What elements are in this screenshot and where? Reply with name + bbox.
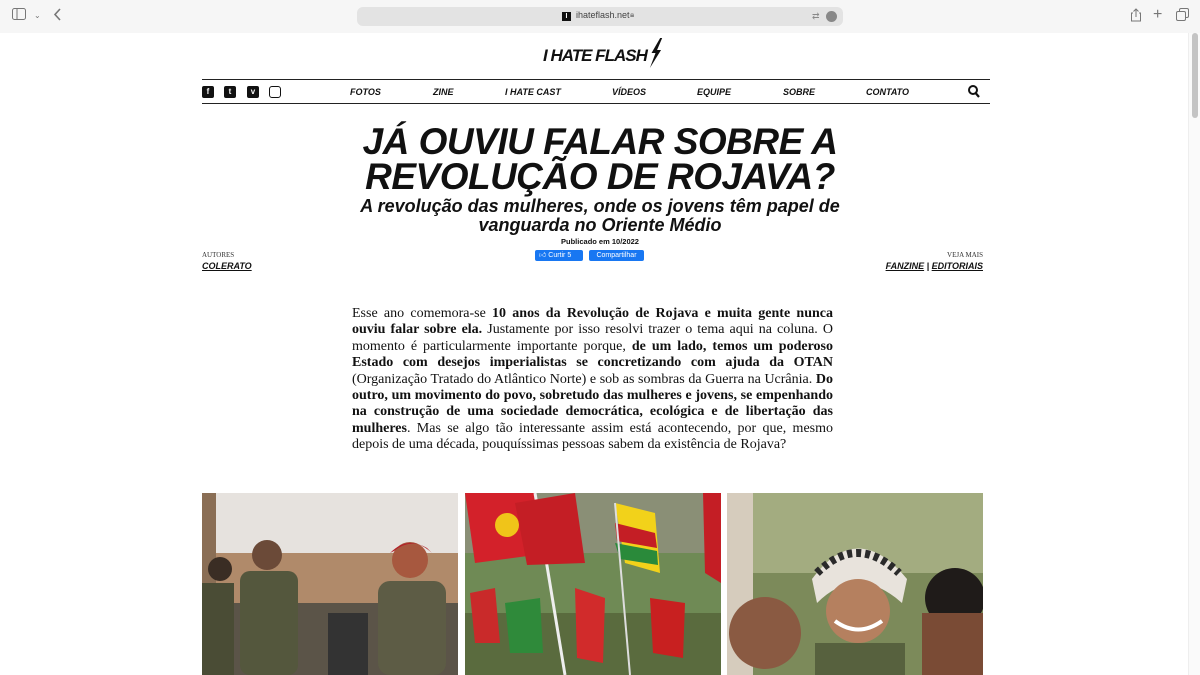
chevron-down-icon[interactable]: ⌄ [34,11,41,20]
lock-icon: 🔒︎ [630,10,635,19]
article-subtitle [340,197,860,235]
body-text-1: Esse ano comemora-se [352,306,493,321]
author-link[interactable]: COLERATO [202,261,252,271]
share-icon[interactable] [1130,8,1142,26]
editoriais-link[interactable]: EDITORIAIS [931,261,983,271]
subtitle-line-2: vanguarda no Oriente Médio [478,215,722,235]
title-line-1: JÁ OUVIU FALAR SOBRE A [362,121,838,162]
photo-women-fighters[interactable] [202,493,458,675]
browser-toolbar [0,0,1200,33]
logo-text: I HATE FLASH [543,46,647,65]
scrollbar-thumb[interactable] [1192,33,1198,118]
address-bar[interactable] [357,7,843,26]
facebook-icon[interactable]: f [202,86,214,98]
nav-sobre[interactable]: SOBRE [783,87,816,97]
photo-flags-crowd[interactable] [465,493,721,675]
search-icon[interactable] [968,85,980,99]
reader-icon[interactable] [826,11,837,22]
fanzine-link[interactable]: FANZINE [885,261,925,271]
body-text-3: (Organização Tratado do Atlântico Norte) e sob as sombras da Guerra na Ucrânia. [352,371,816,387]
nav-equipe[interactable]: EQUIPE [697,87,732,97]
new-tab-icon[interactable]: + [1153,6,1163,23]
photo-smiling-woman[interactable] [727,493,983,675]
body-bold-2: de um lado, temos um poderoso Estado com desejos imperialistas se concretizando com ajuda da OTAN [352,338,833,371]
site-favicon: I [562,12,571,21]
nav-contato[interactable]: CONTATO [866,87,909,97]
address-url: ihateflash.net [576,10,630,20]
body-bold-3: Do outro, um movimento do povo, sobretudo das mulheres e jovens, se empenhando na construção de uma sociedade democrática, ecológica e de libertação das mulheres [352,371,833,436]
facebook-share-button[interactable]: Compartilhar [589,250,644,261]
nav-fotos[interactable]: FOTOS [350,87,381,97]
authors-label: AUTORES [202,251,235,259]
like-label: Curtir 5 [548,252,572,259]
subtitle-line-1: A revolução das mulheres, onde os jovens têm papel de [360,196,840,216]
see-more-separator: | [926,261,930,271]
body-text-2: Justamente por isso resolvi trazer o tema aqui na coluna. O momento é particularmente importante porque, [352,322,833,354]
see-more-links [886,261,983,271]
published-date: Publicado em 10/2022 [561,237,639,246]
main-nav [202,79,990,104]
article-title [300,121,900,197]
lightning-bolt-icon [646,38,664,74]
twitter-icon[interactable]: t [224,86,236,98]
tab-overview-icon[interactable] [1176,8,1189,25]
body-bold-1: 10 anos da Revolução de Rojava e muita gente nunca ouviu falar sobre ela. [352,306,833,338]
title-line-2: REVOLUÇÃO DE ROJAVA? [365,156,835,197]
nav-zine[interactable]: ZINE [433,87,454,97]
nav-videos[interactable]: VÍDEOS [612,87,647,97]
scrollbar[interactable] [1188,33,1200,675]
sidebar-toggle-icon[interactable] [12,8,26,24]
back-icon[interactable] [53,8,62,25]
site-logo[interactable] [543,40,661,72]
facebook-like-button[interactable]: 👍︎ Curtir 5 [535,250,583,261]
article-body [352,306,833,454]
vimeo-icon[interactable]: v [247,86,259,98]
instagram-icon[interactable] [269,86,281,98]
nav-i-hate-cast[interactable]: I HATE CAST [505,87,561,97]
see-more-label: VEJA MAIS [947,251,983,259]
body-text-4: . Mas se algo tão interessante assim está acontecendo, por que, mesmo depois de uma década, pouquíssimas pessoas sabem da existência de Rojava? [352,420,833,453]
translate-icon[interactable]: ⇄ [812,11,820,21]
